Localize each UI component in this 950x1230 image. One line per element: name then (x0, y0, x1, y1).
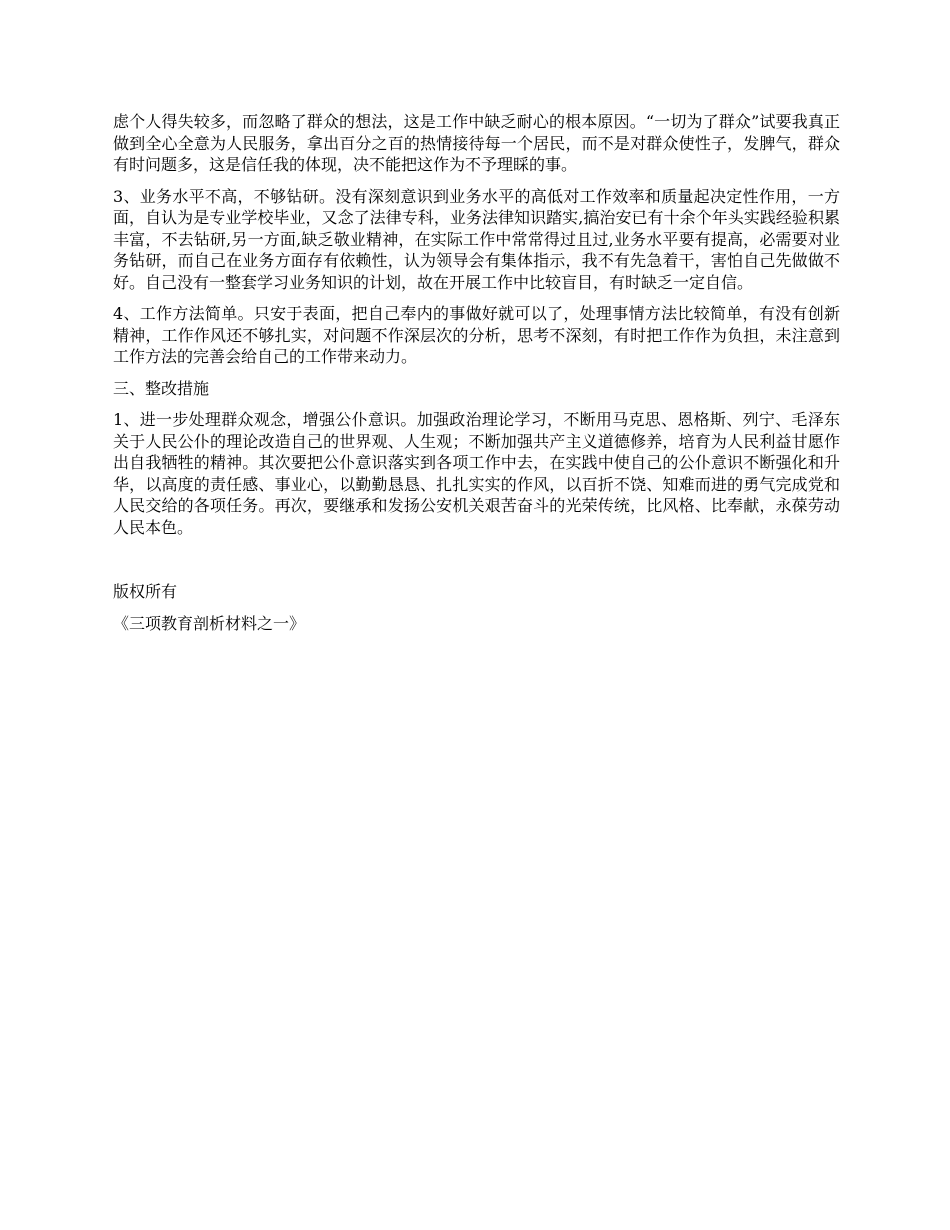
document-body (113, 111, 840, 644)
section-heading-rectification: 三、整改措施 (113, 378, 210, 398)
source-title: 《三项教育剖析材料之一》 (113, 613, 306, 633)
paragraph-measure-1: 1、进一步处理群众观念，增强公仆意识。加强政治理论学习，不断用马克思、恩格斯、列宁、毛泽东关于人民公仆的理论改造自己的世界观、人生观；不断加强共产主义道德修养，培育为人民利益甘愿作出自我牺牲的精神。其次要把公仆意识落实到各项工作中去，在实践中使自己的公仆意识不断强化和升华，以高度的责任感、事业心，以勤勤恳恳、扎扎实实的作风，以百折不饶、知难而进的勇气完成党和人民交给的各项任务。再次，要继承和发扬公安机关艰苦奋斗的光荣传统，比风格、比奉献，永葆劳动人民本色。 (113, 410, 840, 537)
spacer (113, 548, 840, 581)
paragraph-business-level: 3、业务水平不高，不够钻研。没有深刻意识到业务水平的高低对工作效率和质量起决定性作用，一方面，自认为是专业学校毕业，又念了法律专科，业务法律知识踏实,搞治安已有十余个年头实践经验积累丰富，不去钻研,另一方面,缺乏敬业精神，在实际工作中常常得过且过,业务水平要有提高，必需要对业务钻研，而自己在业务方面存有依赖性，认为领导会有集体指示，我不有先急着干，害怕自己先做做不好。自己没有一整套学习业务知识的计划，故在开展工作中比较盲目，有时缺乏一定自信。 (113, 186, 840, 292)
paragraph-patience: 虑个人得失较多，而忽略了群众的想法，这是工作中缺乏耐心的根本原因。“一切为了群众”试要我真正做到全心全意为人民服务，拿出百分之百的热情接待每一个居民，而不是对群众使性子，发脾气，群众有时问题多，这是信任我的体现，决不能把这作为不予理睬的事。 (113, 112, 840, 174)
copyright-notice: 版权所有 (113, 582, 178, 601)
paragraph-work-method: 4、工作方法简单。只安于表面，把自己奉内的事做好就可以了，处理事情方法比较简单，有没有创新精神，工作作风还不够扎实，对问题不作深层次的分析，思考不深刻，有时把工作作为负担，未注意到工作方法的完善会给自己的工作带来动力。 (113, 304, 840, 366)
